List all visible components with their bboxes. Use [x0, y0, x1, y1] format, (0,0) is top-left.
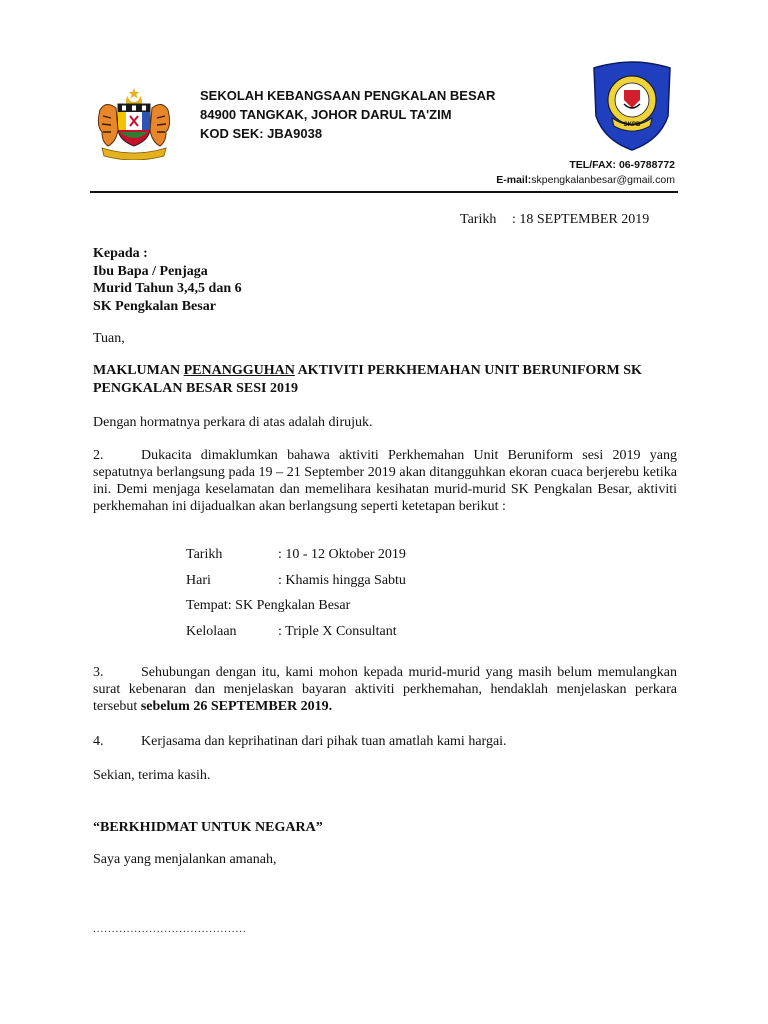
paragraph-3-number: 3.	[93, 665, 104, 680]
recipient-line-3: Murid Tahun 3,4,5 dan 6	[93, 281, 242, 296]
school-badge-icon	[590, 60, 674, 152]
detail-label: Tempat: SK Pengkalan Besar	[186, 598, 351, 613]
recipient-line-4: SK Pengkalan Besar	[93, 298, 216, 314]
letter-subject	[93, 362, 683, 397]
school-code: KOD SEK: JBA9038	[200, 126, 323, 141]
salutation: Tuan,	[93, 331, 125, 346]
subject-part-1: MAKLUMAN	[93, 363, 184, 378]
detail-label: Kelolaan	[186, 623, 237, 639]
school-address: 84900 TANGKAK, JOHOR DARUL TA'ZIM	[200, 107, 452, 122]
recipient-line-2: Ibu Bapa / Penjaga	[93, 263, 208, 279]
paragraph-3-deadline: sebelum 26 SEPTEMBER 2019.	[140, 699, 333, 714]
recipient-block	[93, 245, 242, 315]
paragraph-2-number: 2.	[93, 448, 104, 463]
detail-row-date	[186, 546, 406, 572]
school-info	[200, 86, 495, 143]
paragraph-4-number: 4.	[93, 734, 104, 749]
malaysia-coat-of-arms-icon	[90, 86, 178, 160]
date-label: Tarikh	[460, 212, 497, 227]
detail-row-organizer	[186, 623, 406, 649]
subject-underlined: PENANGGUHAN	[183, 363, 295, 378]
tel-fax: TEL/FAX: 06-9788772	[569, 159, 675, 171]
paragraph-4	[93, 733, 677, 750]
detail-label: Tarikh	[186, 547, 223, 562]
email-label: E-mail:	[496, 174, 532, 186]
closing-line: Sekian, terima kasih.	[93, 768, 211, 783]
trust-line: Saya yang menjalankan amanah,	[93, 852, 277, 867]
detail-row-place	[186, 597, 406, 623]
detail-value: : 10 - 12 Oktober 2019	[278, 547, 406, 562]
date-value: : 18 SEPTEMBER 2019	[512, 212, 650, 227]
email-line	[496, 173, 675, 188]
signature-line: .........................................	[93, 923, 247, 935]
header-divider	[90, 191, 678, 193]
detail-value: : Khamis hingga Sabtu	[278, 572, 406, 588]
paragraph-3-text: Sehubungan dengan itu, kami mohon kepada murid-murid yang masih belum memulangkan surat kebenaran dan menjelaskan bayaran aktiviti perkhemahan, hendaklah menjelaskan perkara tersebut	[93, 665, 677, 714]
recipient-line-1: Kepada :	[93, 246, 148, 261]
subject-part-3: AKTIVITI PERKHEMAHAN UNIT BERUNIFORM SK PENGKALAN BESAR SESI 2019	[93, 363, 642, 396]
motto: “BERKHIDMAT UNTUK NEGARA”	[93, 820, 323, 835]
paragraph-4-text: Kerjasama dan keprihatinan dari pihak tuan amatlah kami hargai.	[141, 734, 507, 749]
reference-line: Dengan hormatnya perkara di atas adalah dirujuk.	[93, 415, 373, 430]
paragraph-2	[93, 447, 677, 515]
school-name: SEKOLAH KEBANGSAAN PENGKALAN BESAR	[200, 88, 496, 103]
paragraph-3	[93, 664, 677, 715]
contact-info	[496, 158, 675, 188]
letter-date	[460, 211, 649, 228]
detail-value: : Triple X Consultant	[278, 623, 397, 639]
detail-label: Hari	[186, 572, 211, 588]
paragraph-2-text: Dukacita dimaklumkan bahawa aktiviti Perkhemahan Unit Beruniform sesi 2019 yang sepatutnya berlangsung pada 19 – 21 September 2019 akan ditangguhkan ekoran cuaca berjerebu ketika ini. Demi menjaga keselamatan dan memelihara kesihatan murid-murid SK Pengkalan Besar, aktiviti perkhemahan ini dijadualkan akan berlangsung seperti ketetapan berikut :	[93, 448, 677, 514]
event-details	[186, 546, 406, 648]
school-badge-text: SKPB	[623, 122, 641, 128]
detail-row-day	[186, 572, 406, 598]
email-value: skpengkalanbesar@gmail.com	[531, 174, 675, 186]
